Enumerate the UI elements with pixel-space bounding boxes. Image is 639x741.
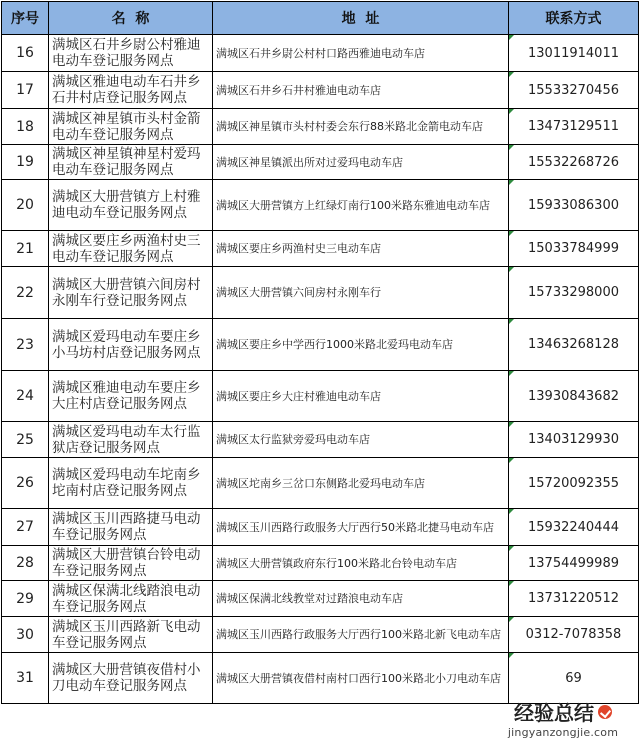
table-row: [2, 458, 639, 509]
comment-marker: [509, 145, 514, 150]
table-row: [2, 581, 639, 617]
cell-address: 满城区石井乡石井村雅迪电动车店: [213, 72, 509, 109]
phone-text: 15532268726: [528, 154, 619, 170]
cell-no: 22: [2, 267, 49, 319]
table-row: [2, 371, 639, 422]
table-row: [2, 653, 639, 704]
cell-address: 满城区保满北线教堂对过踏浪电动车店: [213, 581, 509, 617]
cell-phone: [509, 653, 639, 704]
comment-marker: [509, 458, 514, 463]
cell-no: 23: [2, 319, 49, 371]
cell-phone: [509, 581, 639, 617]
phone-text: 13463268128: [528, 337, 619, 352]
cell-address: 满城区要庄乡两渔村史三电动车店: [213, 231, 509, 267]
cell-phone: [509, 546, 639, 581]
cell-no: 29: [2, 581, 49, 617]
cell-address: 满城区玉川西路行政服务大厅西行50米路北捷马电动车店: [213, 509, 509, 546]
cell-phone: [509, 109, 639, 145]
cell-name: 满城区雅迪电动车石井乡石井村店登记服务网点: [49, 72, 213, 109]
cell-address: 满城区要庄乡大庄村雅迪电动车店: [213, 371, 509, 422]
cell-name: 满城区大册营镇台铃电动车登记服务网点: [49, 546, 213, 581]
comment-marker: [509, 35, 514, 40]
header-phone: 联系方式: [509, 2, 639, 35]
cell-name: 满城区爱玛电动车太行监狱店登记服务网点: [49, 422, 213, 458]
cell-name: 满城区大册营镇夜借村小刀电动车登记服务网点: [49, 653, 213, 704]
table-row: [2, 180, 639, 231]
cell-phone: [509, 319, 639, 371]
cell-phone: [509, 35, 639, 72]
cell-phone: [509, 231, 639, 267]
cell-name: 满城区玉川西路新飞电动车登记服务网点: [49, 617, 213, 653]
cell-address: 满城区坨南乡三岔口东侧路北爱玛电动车店: [213, 458, 509, 509]
phone-text: 13473129511: [528, 119, 619, 134]
cell-no: 17: [2, 72, 49, 109]
phone-text: 15933086300: [528, 197, 619, 213]
table-row: [2, 109, 639, 145]
cell-address: 满城区要庄乡中学西行1000米路北爱玛电动车店: [213, 319, 509, 371]
cell-address: 满城区玉川西路行政服务大厅西行100米路北新飞电动车店: [213, 617, 509, 653]
cell-no: 26: [2, 458, 49, 509]
phone-text: 13403129930: [528, 432, 619, 447]
comment-marker: [509, 546, 514, 551]
cell-address: 满城区太行监狱旁爱玛电动车店: [213, 422, 509, 458]
comment-marker: [509, 319, 514, 324]
cell-name: 满城区爱玛电动车要庄乡小马坊村店登记服务网点: [49, 319, 213, 371]
cell-phone: [509, 422, 639, 458]
table-row: [2, 319, 639, 371]
cell-name: 满城区玉川西路捷马电动车登记服务网点: [49, 509, 213, 546]
watermark-logo: [514, 697, 612, 726]
cell-address: 满城区大册营镇方上红绿灯南行100米路东雅迪电动车店: [213, 180, 509, 231]
check-icon: [598, 705, 612, 719]
cell-no: 25: [2, 422, 49, 458]
comment-marker: [509, 109, 514, 114]
watermark-logo-text: 经验总结: [514, 701, 594, 725]
cell-phone: [509, 458, 639, 509]
phone-text: 15033784999: [528, 241, 619, 256]
comment-marker: [509, 72, 514, 77]
header-no: 序号: [2, 2, 49, 35]
cell-address: 满城区大册营镇夜借村南村口西行100米路北小刀电动车店: [213, 653, 509, 704]
phone-text: 15733298000: [528, 285, 619, 300]
comment-marker: [509, 180, 514, 185]
comment-marker: [509, 231, 514, 236]
cell-no: 19: [2, 145, 49, 180]
header-name: 名 称: [49, 2, 213, 35]
table-row: [2, 267, 639, 319]
header-address: 地 址: [213, 2, 509, 35]
cell-name: 满城区要庄乡两渔村史三电动车登记服务网点: [49, 231, 213, 267]
comment-marker: [509, 653, 514, 658]
cell-phone: [509, 509, 639, 546]
table-row: [2, 231, 639, 267]
cell-name: 满城区保满北线踏浪电动车登记服务网点: [49, 581, 213, 617]
cell-phone: [509, 267, 639, 319]
phone-text: 13731220512: [528, 591, 619, 606]
cell-name: 满城区石井乡尉公村雅迪电动车登记服务网点: [49, 35, 213, 72]
phone-text: 13930843682: [528, 388, 619, 404]
phone-text: 15720092355: [528, 475, 619, 491]
phone-text: 69: [565, 670, 582, 686]
cell-address: 满城区神星镇派出所对过爱玛电动车店: [213, 145, 509, 180]
table-row: [2, 546, 639, 581]
cell-no: 30: [2, 617, 49, 653]
header-row: [2, 2, 639, 35]
comment-marker: [509, 371, 514, 376]
table-row: [2, 145, 639, 180]
table-row: [2, 72, 639, 109]
table-row: [2, 422, 639, 458]
comment-marker: [509, 617, 514, 622]
cell-phone: [509, 371, 639, 422]
cell-no: 18: [2, 109, 49, 145]
cell-name: 满城区大册营镇六间房村永刚车行登记服务网点: [49, 267, 213, 319]
phone-text: 13011914011: [528, 45, 619, 61]
cell-name: 满城区雅迪电动车要庄乡大庄村店登记服务网点: [49, 371, 213, 422]
cell-phone: [509, 145, 639, 180]
table-row: [2, 617, 639, 653]
cell-name: 满城区爱玛电动车坨南乡坨南村店登记服务网点: [49, 458, 213, 509]
watermark-url: jingyanzongjie.com: [507, 726, 619, 739]
phone-text: 15533270456: [528, 82, 619, 98]
comment-marker: [509, 422, 514, 427]
cell-phone: [509, 180, 639, 231]
cell-address: 满城区大册营镇政府东行100米路北台铃电动车店: [213, 546, 509, 581]
table-row: [2, 509, 639, 546]
comment-marker: [509, 267, 514, 272]
table-row: [2, 35, 639, 72]
phone-text: 13754499989: [528, 555, 619, 571]
cell-address: 满城区神星镇市头村村委会东行88米路北金箭电动车店: [213, 109, 509, 145]
cell-phone: [509, 72, 639, 109]
phone-text: 0312-7078358: [525, 627, 622, 642]
cell-name: 满城区神星镇市头村金箭电动车登记服务网点: [49, 109, 213, 145]
cell-address: 满城区石井乡尉公村村口路西雅迪电动车店: [213, 35, 509, 72]
cell-no: 28: [2, 546, 49, 581]
comment-marker: [509, 581, 514, 586]
cell-no: 31: [2, 653, 49, 704]
cell-name: 满城区大册营镇方上村雅迪电动车登记服务网点: [49, 180, 213, 231]
comment-marker: [509, 509, 514, 514]
cell-name: 满城区神星镇神星村爱玛电动车登记服务网点: [49, 145, 213, 180]
cell-no: 20: [2, 180, 49, 231]
watermark: [493, 697, 633, 739]
cell-no: 21: [2, 231, 49, 267]
service-points-table: [1, 1, 639, 704]
cell-no: 24: [2, 371, 49, 422]
phone-text: 15932240444: [528, 519, 619, 535]
cell-no: 16: [2, 35, 49, 72]
cell-phone: [509, 617, 639, 653]
cell-address: 满城区大册营镇六间房村永刚车行: [213, 267, 509, 319]
cell-no: 27: [2, 509, 49, 546]
